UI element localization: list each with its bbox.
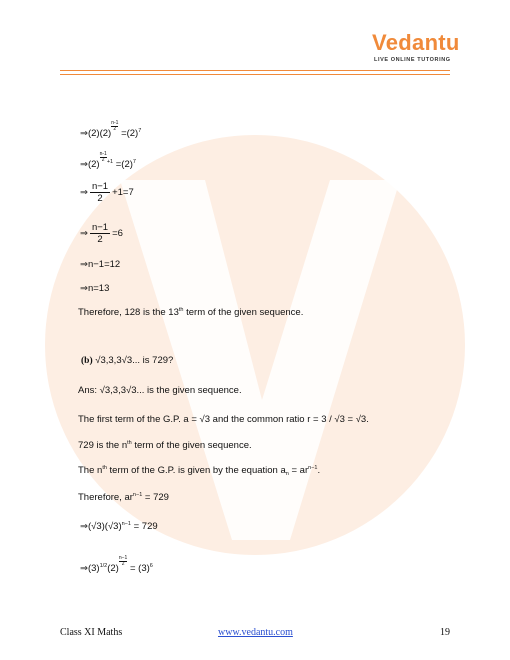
footer-website-link[interactable]: www.vedantu.com: [218, 627, 293, 638]
logo-tagline: LIVE ONLINE TUTORING: [374, 57, 451, 63]
page-number: 19: [440, 627, 450, 638]
vedantu-logo: [372, 30, 482, 70]
therefore-line: Therefore, $ar^{n-1} = 729$: [78, 492, 169, 503]
question-b: (b) √3,3,3√3... is 729?: [81, 355, 174, 366]
step-b1: $\Rightarrow(√3)(√3)^{n-1} = 729$: [80, 521, 158, 532]
step-2: ⇒(2) $\frac{n-1}{2}$ $^{+1} =(2)^7$: [80, 151, 136, 170]
formula-line: The $n^{th}$ term of the G.P. is given by the equation $a_n = ar^{n-1}$.: [78, 465, 321, 477]
step-3: ⇒ $\frac{n-1}{2}$ +1=7: [80, 181, 134, 204]
step-1: ⇒(2)(2) $\frac{n-1}{2}$ $=(2)^7$: [80, 120, 142, 139]
step-4: ⇒ $\frac{n-1}{2}$ =6: [80, 222, 123, 245]
footer-course: Class XI Maths: [60, 627, 123, 638]
first-term-line: The first term of the G.P. a = √3 and the common ratio r = 3 / √3 = √3.: [78, 414, 369, 425]
conclusion-line: Therefore, 128 is the 13th term of the given sequence.: [78, 307, 304, 318]
nth-term-line: 729 is the $n^{th}$ term of the given sequence.: [78, 440, 252, 451]
logo-wordmark: Vedantu: [372, 30, 460, 55]
step-b2: $\Rightarrow(3)^{1/2}(2)$ $\frac{n-1}{2}$ = $(3)^6$: [80, 555, 153, 574]
step-5: ⇒n−1=12: [80, 259, 121, 270]
step-6: ⇒n=13: [80, 283, 110, 294]
header-divider: [60, 70, 450, 75]
answer-line: Ans: √3,3,3√3... is the given sequence.: [78, 385, 242, 396]
